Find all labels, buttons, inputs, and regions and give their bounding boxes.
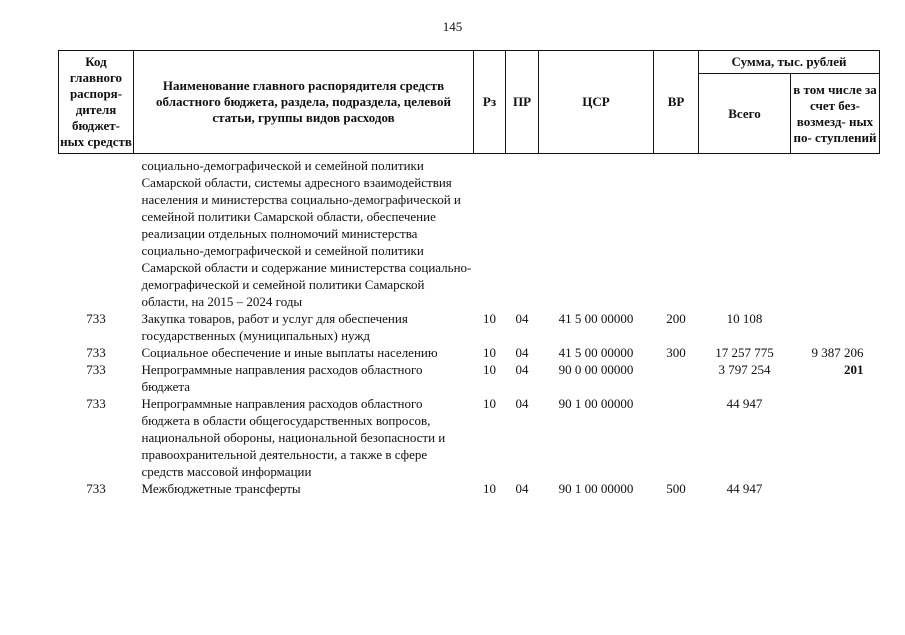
row-total: 44 947 (726, 396, 763, 411)
row-csr: 41 5 00 00000 (558, 311, 634, 326)
row-total: 17 257 775 (715, 345, 774, 360)
row-grants (791, 480, 880, 497)
header-csr: ЦСР (539, 51, 654, 154)
row-csr (539, 157, 654, 310)
row-pr: 04 (515, 481, 529, 496)
row-csr: 90 1 00 00000 (558, 396, 634, 411)
row-name: Закупка товаров, работ и услуг для обеспечения государственных (муниципальных) нужд (141, 311, 408, 343)
row-rz: 10 (483, 311, 496, 326)
row-code: 733 (86, 396, 106, 411)
row-name: социально-демографической и семейной политики Самарской области, системы адресного взаимодействия населения и министерства социально-демографической и семейной политики Самарской области, обеспечение реализации отдельных полномочий министерства социально-демографической и семейной политики Самарской области и содержание министерства социально-демографической и семейной политики Самарской области, на 2015 – 2024 годы (141, 158, 472, 309)
header-rz: Рз (474, 51, 506, 154)
row-vr: 200 (666, 311, 686, 326)
row-grants (791, 310, 880, 344)
row-pr: 04 (515, 396, 529, 411)
row-rz: 10 (483, 362, 496, 377)
row-csr: 41 5 00 00000 (558, 345, 634, 360)
header-name: Наименование главного распорядителя средств областного бюджета, раздела, подраздела, целевой статьи, группы видов расходов (134, 51, 474, 154)
row-vr (654, 395, 699, 480)
row-rz: 10 (483, 345, 496, 360)
row-vr: 500 (666, 481, 686, 496)
table-row (59, 344, 880, 361)
row-name: Непрограммные направления расходов областного бюджета в области общегосударственных вопросов, национальной обороны, национальной безопасности и правоохранительной деятельности, а также в сфере средств массовой информации (141, 396, 446, 479)
row-code: 733 (86, 311, 106, 326)
row-vr (654, 157, 699, 310)
row-vr (654, 361, 699, 395)
row-code (59, 157, 134, 310)
row-total: 3 797 254 (718, 362, 771, 377)
row-total: 44 947 (726, 481, 763, 496)
row-code: 733 (86, 481, 106, 496)
row-grants (791, 157, 880, 310)
table-row (59, 395, 880, 480)
row-name: Непрограммные направления расходов областного бюджета (141, 362, 423, 394)
row-grants: 9 387 206 (811, 345, 864, 360)
row-name: Социальное обеспечение и иные выплаты населению (141, 345, 438, 360)
row-pr: 04 (515, 311, 529, 326)
page-number: 145 (442, 19, 463, 34)
budget-table (58, 50, 880, 497)
row-pr: 04 (515, 362, 529, 377)
row-vr: 300 (666, 345, 686, 360)
table-row (59, 157, 880, 310)
header-grants: в том числе за счет без- возмезд- ных по- ступлений (791, 74, 880, 154)
row-grants: 201 (844, 362, 864, 377)
header-total: Всего (699, 74, 791, 154)
row-rz (474, 157, 506, 310)
table-row (59, 480, 880, 497)
table-row (59, 310, 880, 344)
row-rz: 10 (483, 481, 496, 496)
row-code: 733 (86, 362, 106, 377)
header-pr: ПР (506, 51, 539, 154)
header-code: Код главного распоря- дителя бюджет- ных средств (59, 51, 134, 154)
row-csr: 90 1 00 00000 (558, 481, 634, 496)
header-sum-group: Сумма, тыс. рублей (699, 51, 880, 74)
row-grants (791, 395, 880, 480)
row-pr (506, 157, 539, 310)
row-code: 733 (86, 345, 106, 360)
row-total (699, 157, 791, 310)
row-pr: 04 (515, 345, 529, 360)
table-row (59, 361, 880, 395)
row-total: 10 108 (726, 311, 763, 326)
header-vr: ВР (654, 51, 699, 154)
row-name: Межбюджетные трансферты (141, 481, 301, 496)
row-csr: 90 0 00 00000 (558, 362, 634, 377)
row-rz: 10 (483, 396, 496, 411)
